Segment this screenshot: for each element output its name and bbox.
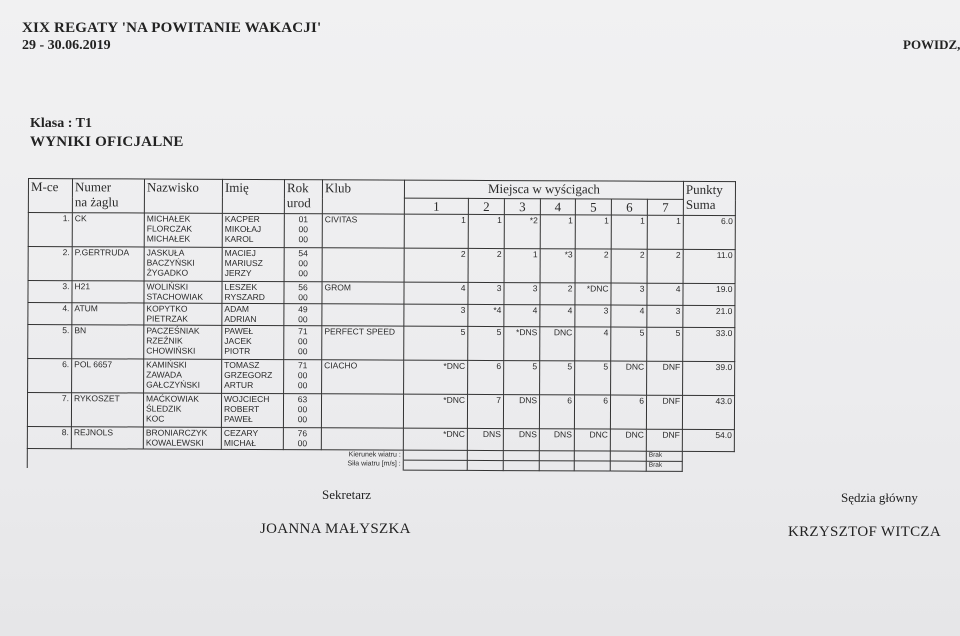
- place-cell: 7.: [27, 393, 71, 427]
- surname-cell: WOLIŃSKI STACHOWIAK: [144, 281, 222, 303]
- birth-year-cell: 76 00: [283, 428, 321, 450]
- header-club: Klub: [322, 180, 404, 214]
- wind-cell: [467, 450, 503, 460]
- race-result-cell: 2: [468, 248, 504, 282]
- wind-cell: [503, 451, 539, 461]
- name-cell: CEZARY MICHAŁ: [221, 427, 283, 449]
- wind-cell: [574, 460, 610, 470]
- race-result-cell: 5: [468, 326, 504, 360]
- header-name: Imię: [222, 179, 284, 213]
- race-result-cell: DNS: [539, 429, 574, 451]
- race-result-cell: *DNC: [575, 283, 611, 305]
- birth-year-cell: 54 00 00: [284, 248, 322, 282]
- place-cell: 1.: [28, 213, 72, 247]
- name-cell: TOMASZ GRZEGORZ ARTUR: [222, 359, 284, 393]
- race-result-cell: 1: [504, 249, 540, 283]
- sail-number-cell: POL 6657: [72, 359, 144, 393]
- header-points: Punkty Suma: [683, 181, 735, 215]
- place-cell: 4.: [28, 303, 72, 325]
- table-row: [27, 393, 734, 430]
- table-row: [28, 213, 735, 250]
- race-result-cell: 1: [404, 214, 468, 248]
- class-label: Klasa : T1: [30, 116, 92, 131]
- empty-cell: [682, 461, 734, 471]
- header-race-3: 3: [504, 199, 540, 215]
- table-row: [28, 303, 735, 328]
- club-cell: CIVITAS: [322, 214, 404, 248]
- race-result-cell: *DNC: [403, 428, 467, 450]
- club-cell: [321, 394, 403, 428]
- race-result-cell: 1: [540, 215, 575, 249]
- race-result-cell: *4: [468, 304, 504, 326]
- wind-cell: [503, 460, 539, 470]
- header-race-1: 1: [404, 198, 468, 214]
- sail-number-cell: P.GERTRUDA: [72, 247, 144, 281]
- race-result-cell: DNF: [647, 361, 683, 395]
- wind-cell: [610, 461, 646, 471]
- brak-cell: Brak: [646, 461, 682, 471]
- points-sum-cell: 19.0: [683, 283, 735, 305]
- place-cell: 3.: [28, 281, 72, 303]
- race-result-cell: 4: [611, 305, 647, 327]
- race-result-cell: 4: [504, 305, 540, 327]
- race-result-cell: 6: [574, 395, 610, 429]
- birth-year-cell: 63 00 00: [283, 394, 321, 428]
- surname-cell: KOPYTKO PIETRZAK: [144, 303, 222, 325]
- table-row: [28, 359, 735, 396]
- race-result-cell: 1: [647, 215, 683, 249]
- surname-cell: KAMIŃSKI ZAWADA GAŁCZYŃSKI: [144, 359, 222, 393]
- race-result-cell: DNC: [610, 429, 646, 451]
- race-result-cell: 6: [468, 360, 504, 394]
- place-cell: 6.: [28, 359, 72, 393]
- sail-number-cell: REJNOLS: [71, 427, 143, 449]
- header-sail-number: Numer na żaglu: [72, 179, 144, 213]
- race-result-cell: DNS: [467, 428, 503, 450]
- race-result-cell: 5: [575, 361, 611, 395]
- race-result-cell: 6: [539, 395, 574, 429]
- sail-number-cell: ATUM: [72, 303, 144, 325]
- race-result-cell: 3: [575, 305, 611, 327]
- judge-name: KRZYSZTOF WITCZA: [788, 524, 941, 540]
- race-result-cell: 3: [404, 304, 468, 326]
- race-result-cell: 5: [611, 327, 647, 361]
- judge-label: Sędzia główny: [841, 490, 918, 505]
- race-result-cell: DNF: [646, 395, 682, 429]
- name-cell: MACIEJ MARIUSZ JERZY: [222, 247, 284, 281]
- wind-cell: [539, 451, 574, 461]
- race-result-cell: *DNC: [404, 360, 468, 394]
- sail-number-cell: BN: [72, 325, 144, 359]
- race-result-cell: 2: [611, 249, 647, 283]
- surname-cell: MICHAŁEK FLORCZAK MICHAŁEK: [144, 213, 222, 247]
- birth-year-cell: 01 00 00: [284, 214, 322, 248]
- points-sum-cell: 21.0: [683, 305, 735, 327]
- regatta-dates: 29 - 30.06.2019: [22, 38, 111, 53]
- race-result-cell: 3: [647, 305, 683, 327]
- race-result-cell: 6: [610, 395, 646, 429]
- name-cell: LESZEK RYSZARD: [222, 281, 284, 303]
- race-result-cell: 3: [468, 282, 504, 304]
- wind-cell: [467, 460, 503, 470]
- race-result-cell: 3: [504, 283, 540, 305]
- race-result-cell: 2: [404, 248, 468, 282]
- table-row: [28, 247, 735, 284]
- birth-year-cell: 56 00: [284, 282, 322, 304]
- sail-number-cell: CK: [72, 213, 144, 247]
- race-result-cell: 2: [540, 283, 575, 305]
- surname-cell: PACZEŚNIAK RZEŹNIK CHOWIŃSKI: [144, 325, 222, 359]
- race-result-cell: 7: [467, 394, 503, 428]
- name-cell: PAWEŁ JACEK PIOTR: [222, 325, 284, 359]
- race-result-cell: 2: [647, 249, 683, 283]
- sail-number-cell: H21: [72, 281, 144, 303]
- club-cell: PERFECT SPEED: [322, 326, 404, 360]
- wind-cell: [574, 451, 610, 461]
- points-sum-cell: 11.0: [683, 249, 735, 283]
- place-cell: 8.: [27, 426, 71, 448]
- wind-cell: [610, 451, 646, 461]
- wind-speed-label: Siła wiatru [m/s] :: [27, 458, 403, 470]
- race-result-cell: 4: [540, 305, 575, 327]
- race-result-cell: *DNC: [403, 394, 467, 428]
- points-sum-cell: 43.0: [682, 395, 734, 429]
- surname-cell: BRONIARCZYK KOWALEWSKI: [143, 427, 221, 449]
- header-birth-year: Rok urod: [284, 180, 322, 214]
- race-result-cell: *2: [504, 215, 540, 249]
- race-result-cell: DNS: [503, 429, 539, 451]
- empty-cell: [682, 451, 734, 461]
- header-place: M-ce: [28, 179, 72, 213]
- race-result-cell: DNC: [574, 429, 610, 451]
- race-result-cell: *3: [540, 249, 575, 283]
- club-cell: [322, 248, 404, 282]
- header-races: Miejsca w wyścigach: [404, 180, 683, 199]
- sail-number-cell: RYKOSZET: [71, 393, 143, 427]
- race-result-cell: 2: [575, 249, 611, 283]
- header-race-5: 5: [575, 199, 611, 215]
- club-cell: GROM: [322, 282, 404, 304]
- points-sum-cell: 33.0: [683, 327, 735, 361]
- race-result-cell: *DNS: [504, 327, 540, 361]
- name-cell: WOJCIECH ROBERT PAWEŁ: [221, 393, 283, 427]
- table-row: [28, 281, 735, 306]
- section-title: WYNIKI OFICJALNE: [30, 134, 184, 150]
- birth-year-cell: 71 00 00: [284, 360, 322, 394]
- race-result-cell: 1: [575, 215, 611, 249]
- header-race-2: 2: [468, 198, 504, 214]
- header-surname: Nazwisko: [144, 179, 222, 213]
- table-row: [27, 426, 734, 451]
- points-sum-cell: 54.0: [682, 429, 734, 451]
- points-sum-cell: 6.0: [683, 215, 735, 249]
- race-result-cell: 5: [540, 361, 575, 395]
- regatta-place: POWIDZ,: [903, 37, 960, 52]
- club-cell: [322, 304, 404, 326]
- wind-cell: [539, 460, 574, 470]
- header-race-6: 6: [611, 199, 647, 215]
- name-cell: KACPER MIKOŁAJ KAROL: [222, 213, 284, 247]
- race-result-cell: 5: [504, 361, 540, 395]
- race-result-cell: DNS: [503, 395, 539, 429]
- brak-cell: Brak: [646, 451, 682, 461]
- race-result-cell: 1: [468, 214, 504, 248]
- wind-cell: [403, 460, 467, 470]
- regatta-title: XIX REGATY 'NA POWITANIE WAKACJI': [22, 20, 322, 36]
- surname-cell: JASKUŁA BACZYŃSKI ŻYGADKO: [144, 247, 222, 281]
- race-result-cell: 4: [647, 283, 683, 305]
- race-result-cell: 4: [575, 327, 611, 361]
- race-result-cell: 5: [404, 326, 468, 360]
- race-result-cell: DNC: [540, 327, 575, 361]
- club-cell: CIACHO: [322, 360, 404, 394]
- race-result-cell: DNC: [611, 361, 647, 395]
- club-cell: [321, 428, 403, 450]
- race-result-cell: 3: [611, 283, 647, 305]
- header-race-7: 7: [647, 199, 683, 215]
- header-race-4: 4: [540, 199, 575, 215]
- name-cell: ADAM ADRIAN: [222, 303, 284, 325]
- race-result-cell: 4: [404, 282, 468, 304]
- results-table: [27, 178, 736, 472]
- race-result-cell: 5: [647, 327, 683, 361]
- race-result-cell: 1: [611, 215, 647, 249]
- birth-year-cell: 71 00 00: [284, 326, 322, 360]
- place-cell: 2.: [28, 247, 72, 281]
- wind-cell: [403, 450, 467, 460]
- race-result-cell: DNF: [646, 429, 682, 451]
- points-sum-cell: 39.0: [683, 361, 735, 395]
- wind-direction-label: Kierunek wiatru :: [27, 448, 403, 459]
- surname-cell: MAĆKOWIAK ŚLEDZIK KOC: [143, 393, 221, 427]
- secretary-name: JOANNA MAŁYSZKA: [260, 521, 411, 537]
- birth-year-cell: 49 00: [284, 304, 322, 326]
- table-row: [28, 325, 735, 362]
- secretary-label: Sekretarz: [322, 487, 372, 502]
- place-cell: 5.: [28, 325, 72, 359]
